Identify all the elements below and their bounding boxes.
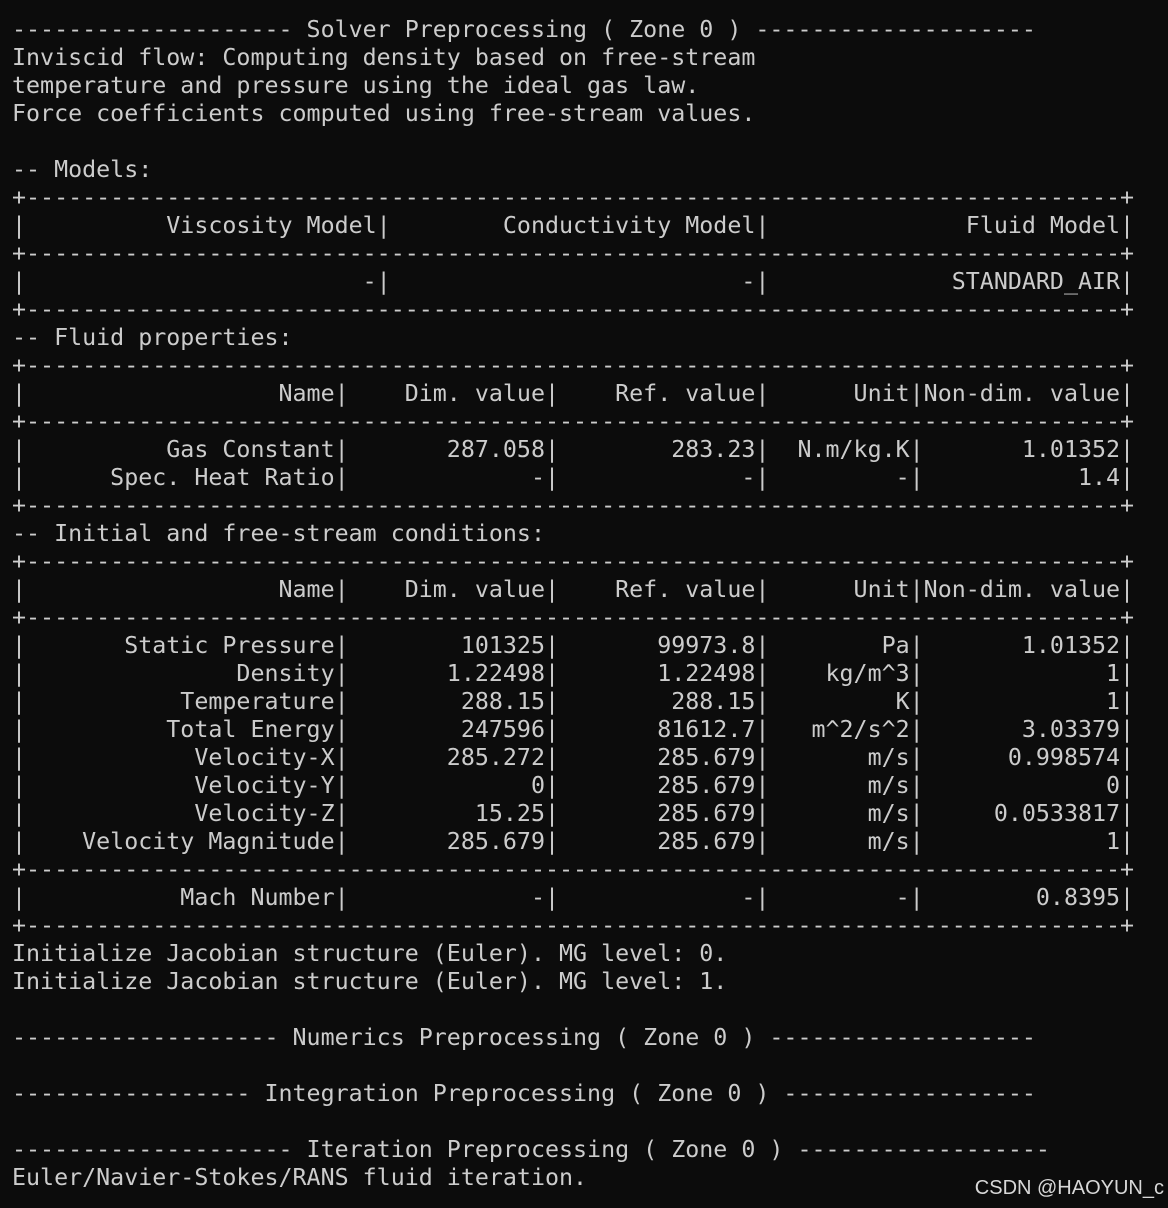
terminal-line: | Mach Number| -| -| -| 0.8395| <box>12 884 1135 911</box>
terminal-line: +------------------------------------------------------------------------------+ <box>12 492 1135 519</box>
terminal-line: | Temperature| 288.15| 288.15| K| 1| <box>12 688 1135 715</box>
terminal-line: -- Fluid properties: <box>12 324 293 351</box>
terminal-line: | Name| Dim. value| Ref. value| Unit|Non-dim. value| <box>12 380 1135 407</box>
terminal-line: -- Initial and free-stream conditions: <box>12 520 545 547</box>
terminal-line <box>12 1108 1134 1136</box>
terminal-line: | Velocity-Y| 0| 285.679| m/s| 0| <box>12 772 1135 799</box>
terminal-line: Inviscid flow: Computing density based on free-stream <box>12 44 756 71</box>
terminal-line: | Velocity-Z| 15.25| 285.679| m/s| 0.0533817| <box>12 800 1135 827</box>
terminal-line: +------------------------------------------------------------------------------+ <box>12 604 1135 631</box>
terminal-line: | Static Pressure| 101325| 99973.8| Pa| 1.01352| <box>12 632 1135 659</box>
terminal-line: | Velocity-X| 285.272| 285.679| m/s| 0.998574| <box>12 744 1135 771</box>
csdn-watermark: CSDN @HAOYUN_c <box>974 1177 1164 1199</box>
terminal-line: | -| -| STANDARD_AIR| <box>12 268 1135 295</box>
terminal-line: | Total Energy| 247596| 81612.7| m^2/s^2| 3.03379| <box>12 716 1135 743</box>
terminal-line: | Name| Dim. value| Ref. value| Unit|Non-dim. value| <box>12 576 1135 603</box>
terminal-line: ------------------- Numerics Preprocessing ( Zone 0 ) ------------------- <box>12 1024 1036 1051</box>
terminal-line: | Density| 1.22498| 1.22498| kg/m^3| 1| <box>12 660 1135 687</box>
terminal-line: +------------------------------------------------------------------------------+ <box>12 352 1135 379</box>
terminal-line: -------------------- Iteration Preprocessing ( Zone 0 ) ------------------ <box>12 1136 1050 1163</box>
terminal-line <box>12 996 1134 1024</box>
terminal-line: | Viscosity Model| Conductivity Model| Fluid Model| <box>12 212 1135 239</box>
terminal-line <box>12 128 1134 156</box>
terminal-line: | Gas Constant| 287.058| 283.23| N.m/kg.K| 1.01352| <box>12 436 1135 463</box>
terminal-line: Euler/Navier-Stokes/RANS fluid iteration. <box>12 1164 588 1191</box>
terminal-line: +------------------------------------------------------------------------------+ <box>12 296 1135 323</box>
terminal-output[interactable] <box>12 16 1134 1192</box>
terminal-line: | Velocity Magnitude| 285.679| 285.679| m/s| 1| <box>12 828 1135 855</box>
terminal-line: +------------------------------------------------------------------------------+ <box>12 912 1135 939</box>
terminal-line: +------------------------------------------------------------------------------+ <box>12 548 1135 575</box>
terminal-line: Initialize Jacobian structure (Euler). MG level: 1. <box>12 968 728 995</box>
terminal-line: +------------------------------------------------------------------------------+ <box>12 856 1135 883</box>
terminal-line: Initialize Jacobian structure (Euler). MG level: 0. <box>12 940 728 967</box>
terminal-line: ----------------- Integration Preprocessing ( Zone 0 ) ------------------ <box>12 1080 1036 1107</box>
terminal-line: temperature and pressure using the ideal gas law. <box>12 72 700 99</box>
terminal-line: Force coefficients computed using free-stream values. <box>12 100 756 127</box>
terminal-line: +------------------------------------------------------------------------------+ <box>12 408 1135 435</box>
terminal-line: +------------------------------------------------------------------------------+ <box>12 184 1135 211</box>
terminal-line: -- Models: <box>12 156 153 183</box>
terminal-line <box>12 1052 1134 1080</box>
terminal-line: | Spec. Heat Ratio| -| -| -| 1.4| <box>12 464 1135 491</box>
terminal-line: +------------------------------------------------------------------------------+ <box>12 240 1135 267</box>
terminal-line: -------------------- Solver Preprocessing ( Zone 0 ) -------------------- <box>12 16 1036 43</box>
